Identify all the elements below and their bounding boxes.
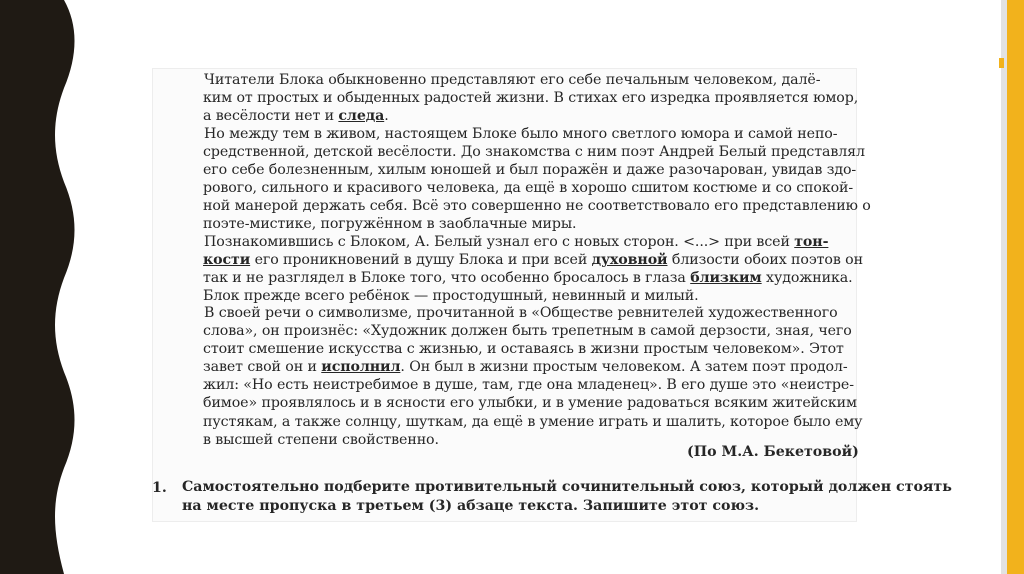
text-line: рового, сильного и красивого человека, да ещё в хорошо сшитом костюме и со спокой-	[203, 180, 854, 197]
text-line: бимое» проявлялось и в ясности его улыбки, и в умение радоваться всяким житейским	[203, 395, 857, 412]
text-line: стоит смешение искусства с жизнью, и оставаясь в жизни простым человеком». Этот	[203, 341, 844, 358]
paragraph-3	[152, 233, 863, 305]
text-line: Читатели Блока обыкновенно представляют его себе печальным человеком, далё-	[204, 72, 821, 88]
text-line: Блок прежде всего ребёнок — простодушный, невинный и милый.	[203, 288, 699, 305]
text-line: а весёлости нет и следа.	[203, 108, 389, 125]
text-line: так и не разглядел в Блоке того, что особенно бросалось в глаза близким художника.	[203, 270, 853, 287]
text-line: кости его проникновений в душу Блока и при всей духовной близости обоих поэтов он	[203, 252, 863, 269]
text-line: жил: «Но есть неистребимое в душе, там, где она младенец». В его душе это «неистре-	[203, 377, 854, 394]
underlined-word: кости	[203, 252, 251, 269]
task-text	[182, 478, 952, 515]
text-line: слова», он произнёс: «Художник должен быть трепетным в самой дерзости, зная, чего	[203, 323, 852, 340]
paragraph-2	[152, 125, 871, 234]
paragraph-1	[152, 71, 857, 125]
text-line: пустякам, а также солнцу, шуткам, да ещё в умение играть и шалить, которое было ему	[203, 413, 863, 430]
text-line: Познакомившись с Блоком, А. Белый узнал его с новых сторон. <...> при всей тон-	[204, 234, 829, 250]
text-line: завет свой он и исполнил. Он был в жизни простым человеком. А затем поэт продол-	[203, 359, 848, 376]
underlined-word: следа	[338, 108, 385, 125]
text-line: Самостоятельно подберите противительный сочинительный союз, который должен стоять	[182, 479, 952, 495]
underlined-word: близким	[690, 270, 762, 287]
underlined-word: духовной	[591, 252, 668, 269]
text-line: ким от простых и обыденных радостей жизни. В стихах его изредка проявляется юмор,	[203, 90, 859, 107]
accent-mark	[999, 58, 1004, 68]
source-attribution: (По М.А. Бекетовой)	[687, 444, 859, 460]
wavy-left-border	[0, 0, 80, 574]
task-number: 1.	[152, 480, 167, 496]
text-line: Но между тем в живом, настоящем Блоке было много светлого юмора и самой непо-	[204, 126, 838, 142]
right-accent-bar	[1007, 0, 1024, 574]
paragraph-4	[152, 304, 863, 449]
scanned-text-image	[152, 68, 952, 522]
text-line: ной манерой держать себя. Всё это совершенно не соответствовало его представлению о	[203, 198, 871, 215]
text-line: на месте пропуска в третьем (3) абзаце текста. Запишите этот союз.	[182, 497, 760, 514]
text-line: его себе болезненным, хилым юношей и был поражён и даже разочарован, увидав здо-	[203, 162, 857, 179]
underlined-word: тон-	[794, 234, 829, 250]
text-line: в высшей степени свойственно.	[203, 431, 439, 448]
text-line: В своей речи о символизме, прочитанной в «Обществе ревнителей художественного	[204, 305, 838, 321]
text-line: поэте-мистике, погружённом в заоблачные миры.	[203, 216, 577, 233]
text-line: средственной, детской весёлости. До знакомства с ним поэт Андрей Белый представлял	[203, 144, 865, 161]
underlined-word: исполнил	[321, 359, 401, 376]
